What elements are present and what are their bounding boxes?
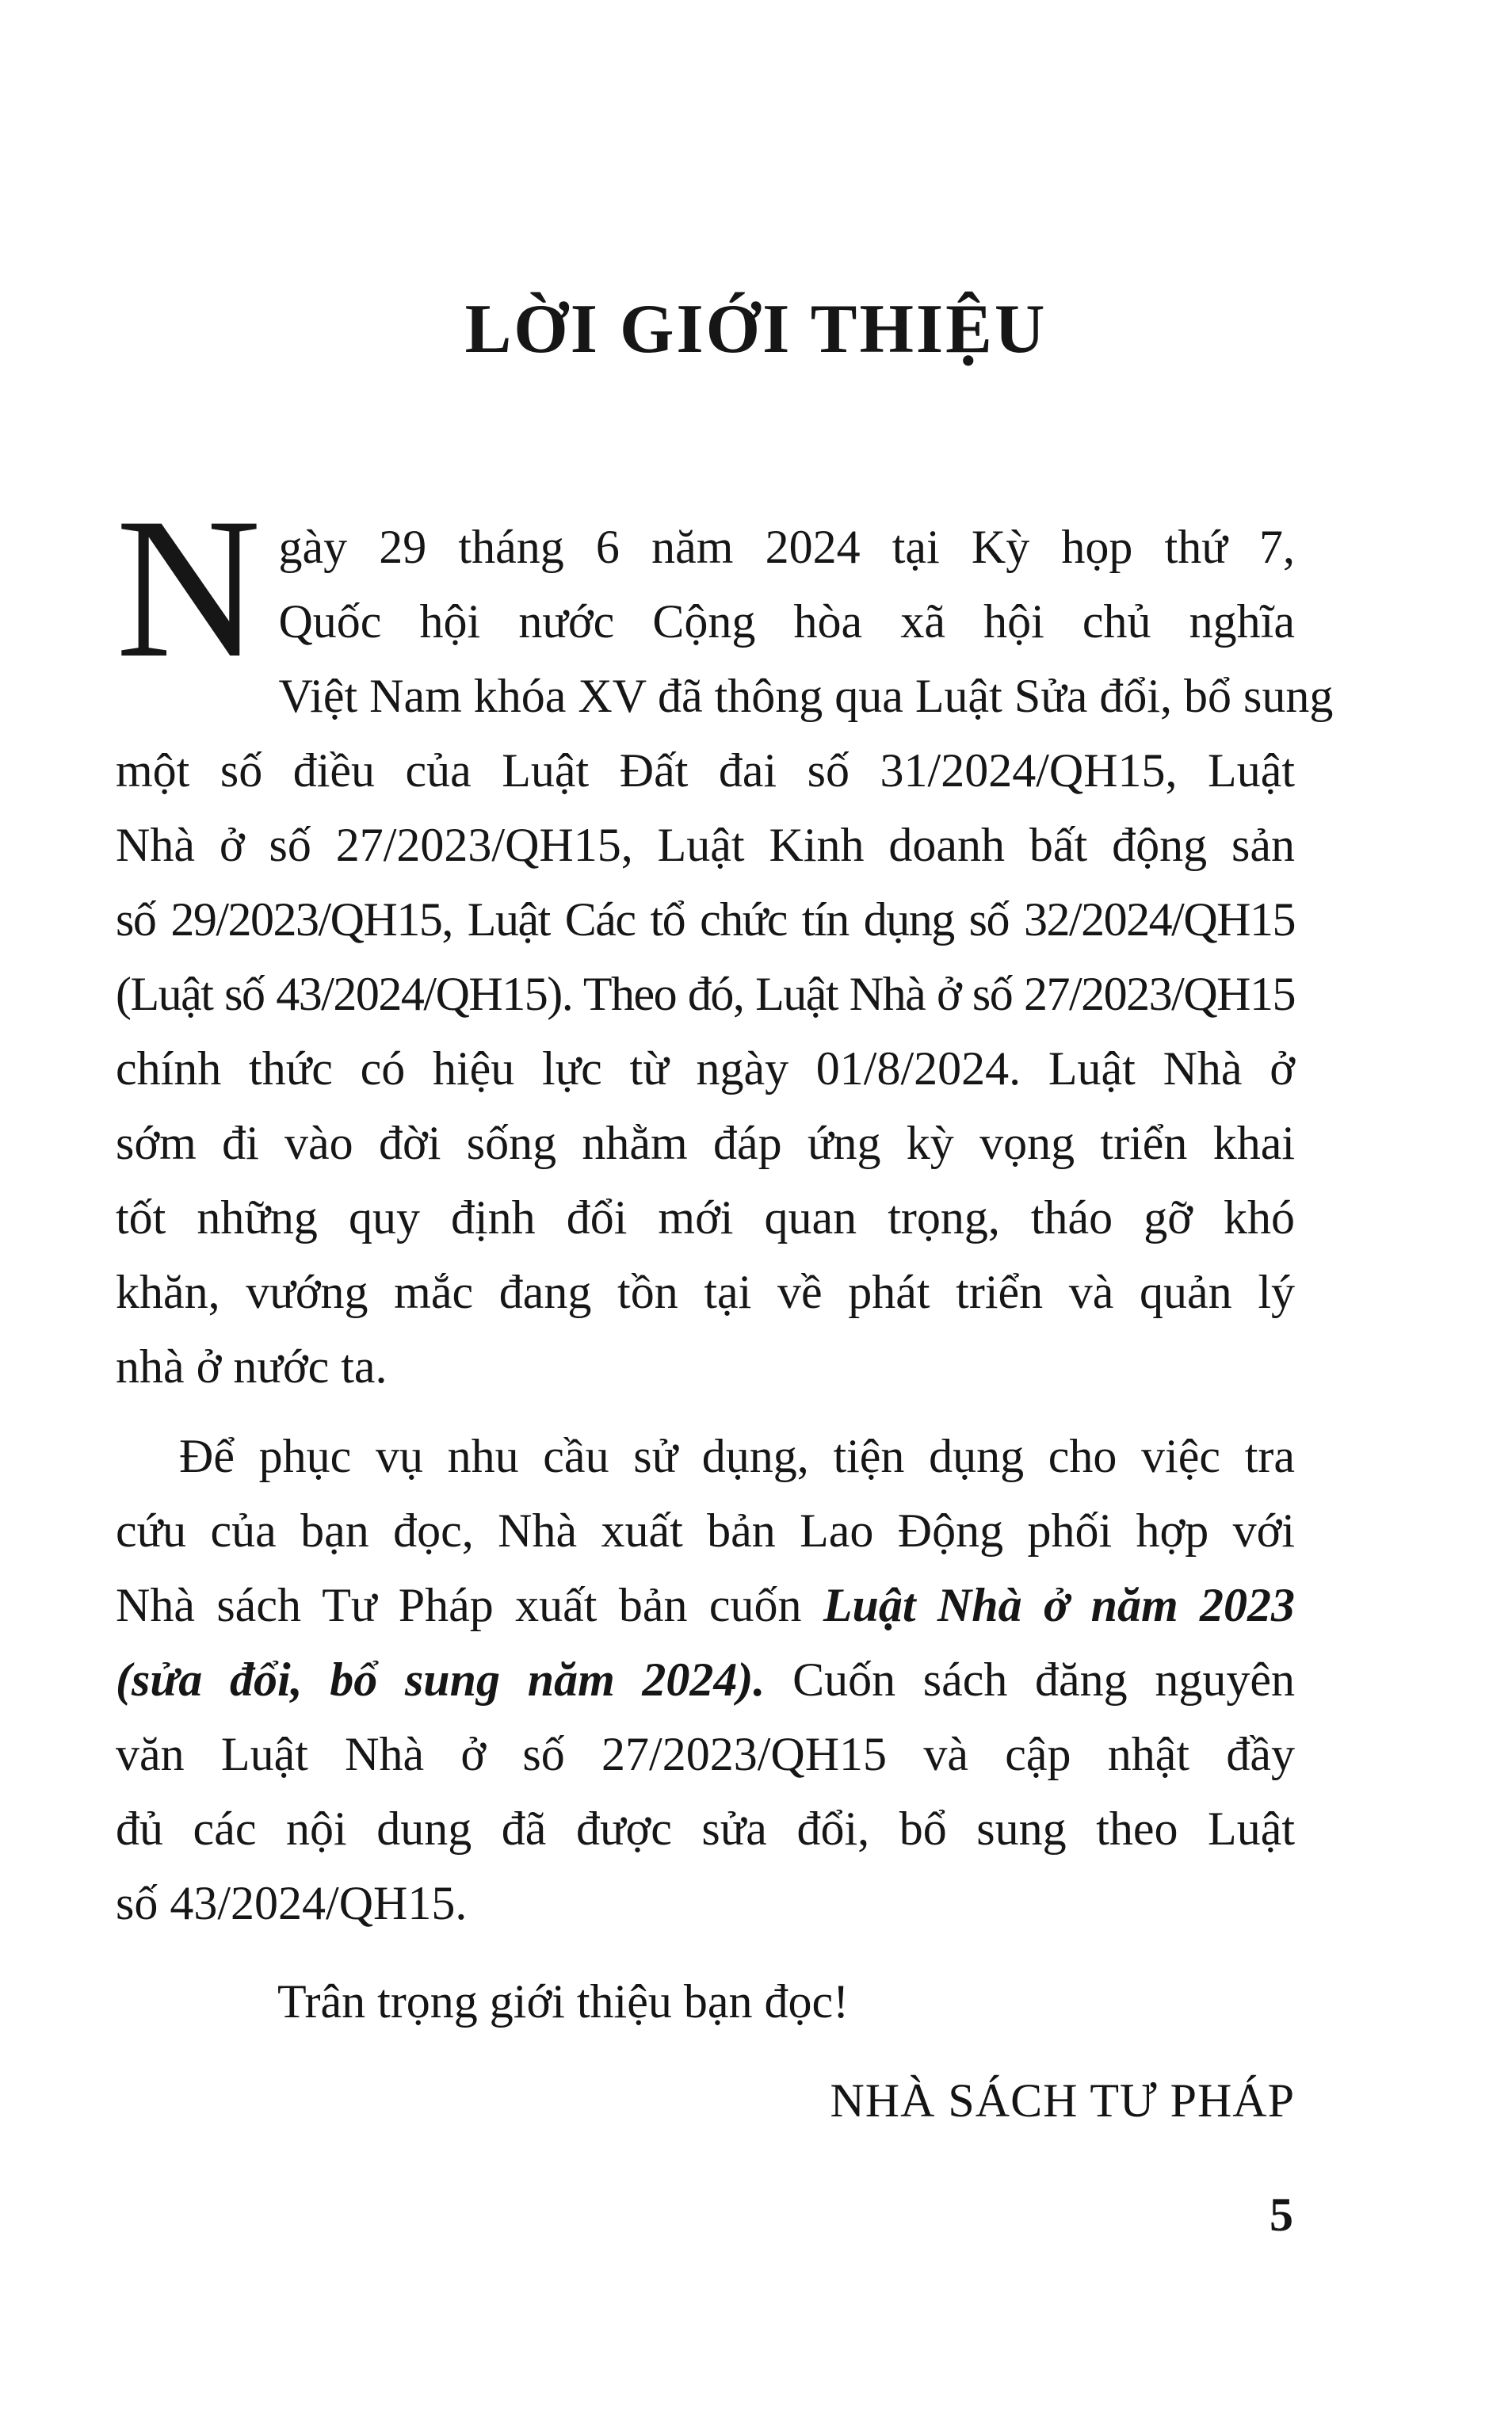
greeting: Trân trọng giới thiệu bạn đọc! (277, 1975, 850, 2028)
paragraph-2-line-3 (116, 1568, 1295, 1642)
paragraph-1-line-1: gày 29 tháng 6 năm 2024 tại Kỳ họp thứ 7, (278, 521, 1295, 573)
paragraph-1-line-6: số 29/2023/QH15, Luật Các tổ chức tín dụng số 32/2024/QH15 (116, 893, 1295, 946)
book-title-part-2: (sửa đổi, bổ sung năm 2024). (116, 1653, 766, 1706)
intro-paragraph-2 (116, 1419, 1295, 1940)
paragraph-1-line-11: khăn, vướng mắc đang tồn tại về phát triển và quản lý (116, 1266, 1295, 1318)
signature: NHÀ SÁCH TƯ PHÁP (830, 2074, 1295, 2127)
paragraph-1-line-12: nhà ở nước ta. (116, 1340, 388, 1393)
paragraph-1-line-5: Nhà ở số 27/2023/QH15, Luật Kinh doanh bất động sản (116, 819, 1295, 871)
paragraph-2-line-2: cứu của bạn đọc, Nhà xuất bản Lao Động phối hợp với (116, 1504, 1295, 1557)
paragraph-1-line-8: chính thức có hiệu lực từ ngày 01/8/2024. Luật Nhà ở (116, 1042, 1295, 1095)
paragraph-1-line-4: một số điều của Luật Đất đai số 31/2024/QH15, Luật (116, 744, 1295, 797)
page-title: LỜI GIỚI THIỆU (464, 291, 1048, 368)
paragraph-2-line-3-text: Nhà sách Tư Pháp xuất bản cuốn (116, 1579, 823, 1631)
paragraph-2-line-6: đủ các nội dung đã được sửa đổi, bổ sung theo Luật (116, 1802, 1295, 1855)
book-title-part-1: Luật Nhà ở năm 2023 (823, 1579, 1295, 1631)
paragraph-2-line-5: văn Luật Nhà ở số 27/2023/QH15 và cập nhật đầy (116, 1728, 1295, 1780)
paragraph-2-line-4-text: Cuốn sách đăng nguyên (765, 1653, 1295, 1706)
page-number: 5 (1270, 2189, 1293, 2241)
paragraph-1-line-3: Việt Nam khóa XV đã thông qua Luật Sửa đổi, bổ sung (278, 670, 1334, 722)
paragraph-1-line-2: Quốc hội nước Cộng hòa xã hội chủ nghĩa (278, 595, 1295, 648)
paragraph-2-line-1: Để phục vụ nhu cầu sử dụng, tiện dụng cho việc tra (179, 1430, 1295, 1482)
intro-paragraph-1 (116, 476, 1334, 1404)
paragraph-2-line-4 (116, 1642, 1295, 1717)
paragraph-1-line-10: tốt những quy định đổi mới quan trọng, tháo gỡ khó (116, 1191, 1295, 1244)
drop-cap: N (116, 476, 262, 699)
paragraph-1-line-9: sớm đi vào đời sống nhằm đáp ứng kỳ vọng triển khai (116, 1117, 1295, 1169)
paragraph-1-line-7: (Luật số 43/2024/QH15). Theo đó, Luật Nhà ở số 27/2023/QH15 (116, 968, 1295, 1020)
paragraph-2-line-7: số 43/2024/QH15. (116, 1877, 468, 1929)
